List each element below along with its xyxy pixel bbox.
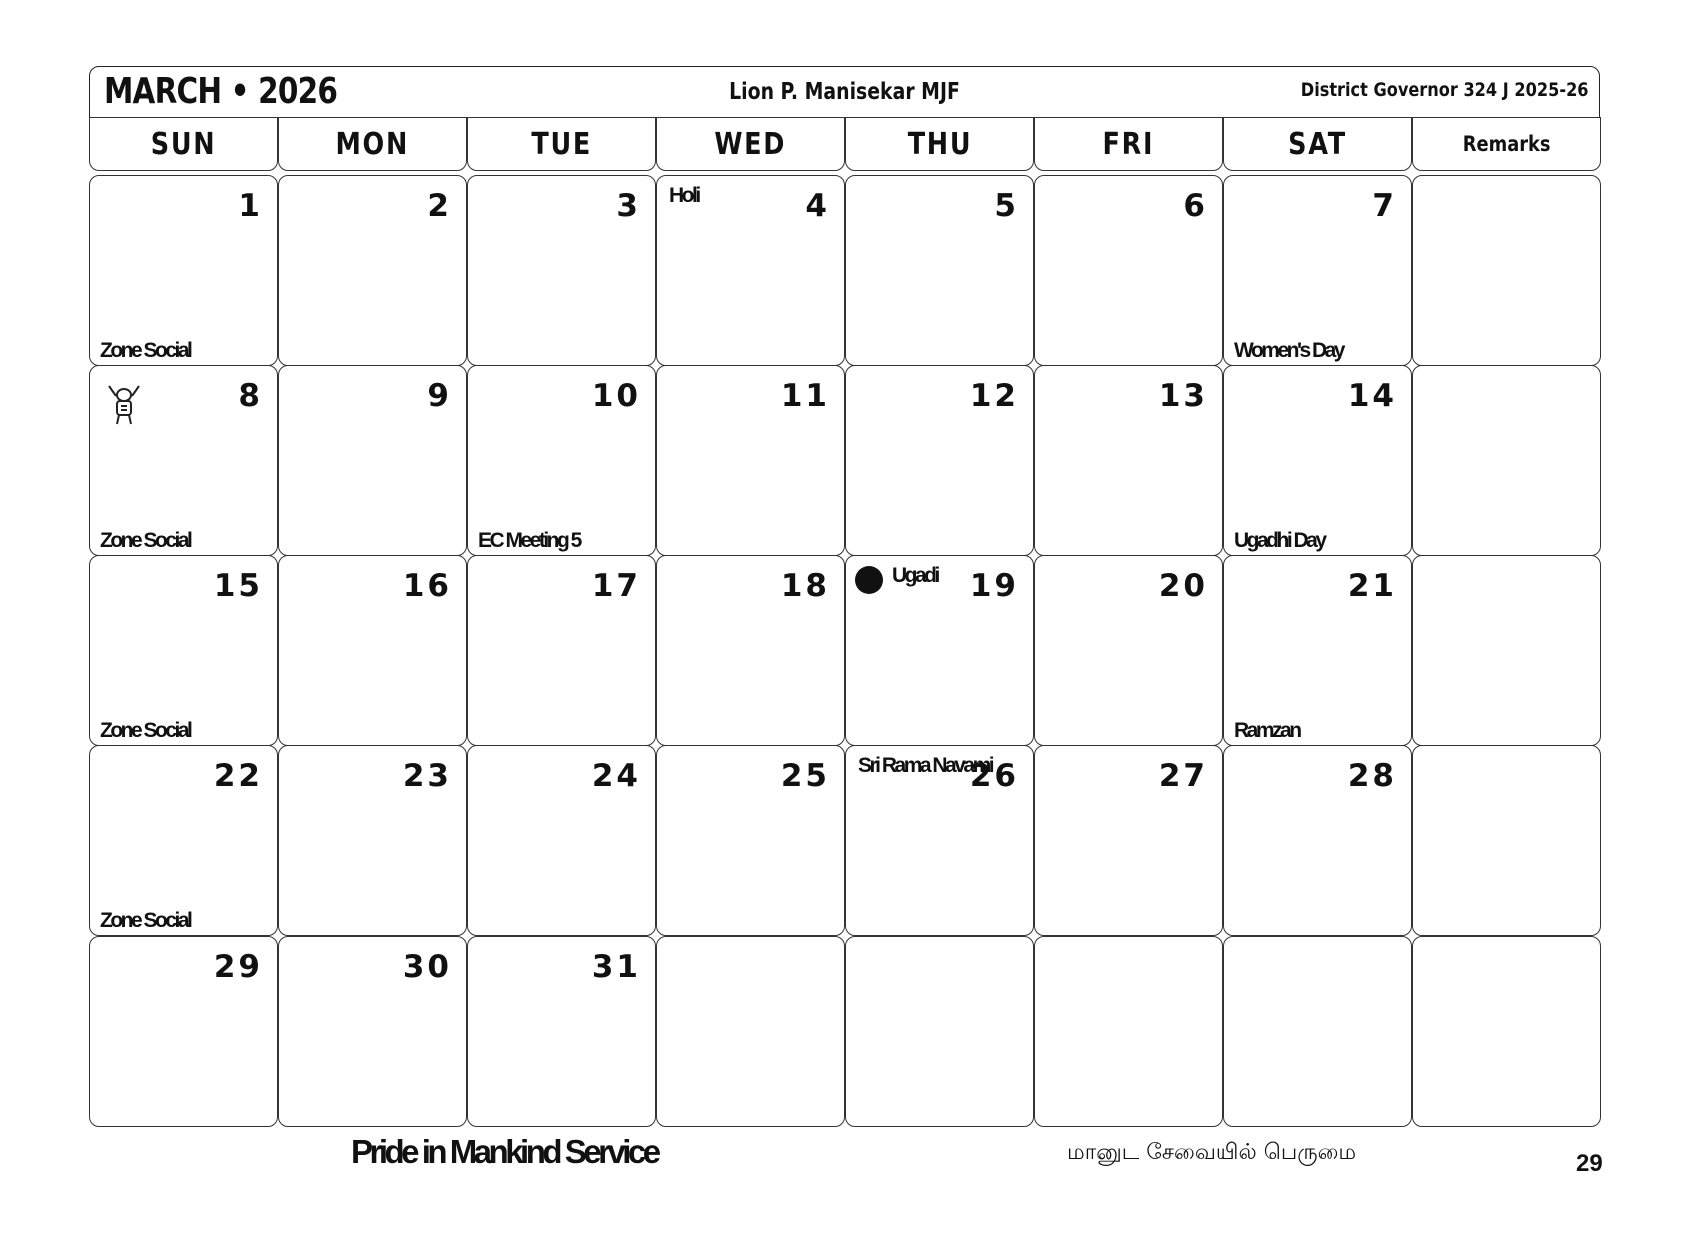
date-number: 15 — [213, 568, 263, 604]
remarks-cell — [1412, 175, 1601, 366]
event-label: Zone Social — [100, 909, 191, 932]
date-number: 23 — [402, 758, 452, 794]
date-number: 22 — [213, 758, 263, 794]
date-number: 2 — [427, 188, 452, 224]
date-cell-18 — [656, 555, 845, 746]
empty-date-cell — [1034, 936, 1223, 1127]
date-cell-5 — [845, 175, 1034, 366]
date-number: 1 — [238, 188, 263, 224]
event-label: Zone Social — [100, 719, 191, 742]
date-number: 26 — [969, 758, 1019, 794]
date-cell-24 — [467, 745, 656, 936]
event-label: Zone Social — [100, 339, 191, 362]
date-number: 5 — [994, 188, 1019, 224]
event-label: Sri Rama Navami — [858, 754, 993, 777]
day-header-tue — [467, 117, 656, 171]
date-number: 6 — [1183, 188, 1208, 224]
date-cell-19 — [845, 555, 1034, 746]
date-cell-21 — [1223, 555, 1412, 746]
date-cell-17 — [467, 555, 656, 746]
calendar-header — [89, 66, 1600, 118]
date-cell-14 — [1223, 365, 1412, 556]
date-number: 12 — [969, 378, 1019, 414]
date-number: 3 — [616, 188, 641, 224]
date-number: 13 — [1158, 378, 1208, 414]
date-cell-31 — [467, 936, 656, 1127]
date-cell-1 — [89, 175, 278, 366]
date-cell-3 — [467, 175, 656, 366]
calendar-page — [89, 66, 1602, 1132]
remarks-cell — [1412, 745, 1601, 936]
date-number: 17 — [591, 568, 641, 604]
date-cell-23 — [278, 745, 467, 936]
date-cell-15 — [89, 555, 278, 746]
date-cell-26 — [845, 745, 1034, 936]
date-number: 18 — [780, 568, 830, 604]
event-label: Zone Social — [100, 529, 191, 552]
day-header-wed — [656, 117, 845, 171]
date-number: 7 — [1372, 188, 1397, 224]
empty-date-cell — [1223, 936, 1412, 1127]
day-header-sun — [89, 117, 278, 171]
date-cell-7 — [1223, 175, 1412, 366]
date-number: 21 — [1347, 568, 1397, 604]
day-header-thu — [845, 117, 1034, 171]
date-cell-9 — [278, 365, 467, 556]
day-header-label: SUN — [150, 126, 217, 162]
lion-emblem-icon — [106, 384, 142, 426]
date-number: 24 — [591, 758, 641, 794]
date-cell-30 — [278, 936, 467, 1127]
month-title: MARCH • 2026 — [104, 71, 338, 112]
date-cell-29 — [89, 936, 278, 1127]
day-header-fri — [1034, 117, 1223, 171]
date-cell-8 — [89, 365, 278, 556]
date-cell-10 — [467, 365, 656, 556]
date-number: 9 — [427, 378, 452, 414]
event-label: Ugadhi Day — [1234, 529, 1325, 552]
date-number: 8 — [238, 378, 263, 414]
footer-motto-english: Pride in Mankind Service — [351, 1133, 658, 1170]
date-cell-6 — [1034, 175, 1223, 366]
owner-name: Lion P. Manisekar MJF — [729, 79, 960, 105]
date-cell-2 — [278, 175, 467, 366]
event-label: Ramzan — [1234, 719, 1300, 742]
day-header-label: WED — [714, 126, 787, 162]
date-cell-11 — [656, 365, 845, 556]
date-number: 29 — [213, 949, 263, 985]
date-cell-22 — [89, 745, 278, 936]
date-number: 11 — [780, 378, 830, 414]
date-number: 14 — [1347, 378, 1397, 414]
event-label: Holi — [669, 184, 699, 207]
day-header-label: MON — [335, 126, 410, 162]
date-number: 25 — [780, 758, 830, 794]
date-number: 28 — [1347, 758, 1397, 794]
date-cell-16 — [278, 555, 467, 746]
page-number: 29 — [1576, 1150, 1603, 1177]
date-cell-4 — [656, 175, 845, 366]
day-header-label: TUE — [531, 126, 592, 162]
date-cell-12 — [845, 365, 1034, 556]
day-header-label: THU — [907, 126, 972, 162]
date-cell-27 — [1034, 745, 1223, 936]
day-header-mon — [278, 117, 467, 171]
date-number: 4 — [805, 188, 830, 224]
remarks-cell — [1412, 555, 1601, 746]
remarks-cell — [1412, 936, 1601, 1127]
date-cell-28 — [1223, 745, 1412, 936]
date-number: 20 — [1158, 568, 1208, 604]
date-cell-25 — [656, 745, 845, 936]
date-number: 27 — [1158, 758, 1208, 794]
district-title: District Governor 324 J 2025-26 — [1301, 79, 1589, 101]
event-label: EC Meeting 5 — [478, 529, 580, 552]
day-header-sat — [1223, 117, 1412, 171]
day-header-label: FRI — [1102, 126, 1155, 162]
empty-date-cell — [845, 936, 1034, 1127]
new-moon-icon — [855, 566, 883, 594]
date-number: 16 — [402, 568, 452, 604]
event-label: Ugadi — [892, 564, 938, 587]
date-number: 30 — [402, 949, 452, 985]
date-cell-13 — [1034, 365, 1223, 556]
date-number: 31 — [591, 949, 641, 985]
date-cell-20 — [1034, 555, 1223, 746]
day-header-label: Remarks — [1462, 132, 1551, 156]
event-label: Women's Day — [1234, 339, 1343, 362]
remarks-cell — [1412, 365, 1601, 556]
day-header-label: SAT — [1288, 126, 1347, 162]
date-number: 19 — [969, 568, 1019, 604]
day-header-remarks — [1412, 117, 1601, 171]
empty-date-cell — [656, 936, 845, 1127]
footer-motto-tamil: மானுட சேவையில் பெருமை — [1067, 1140, 1357, 1165]
date-number: 10 — [591, 378, 641, 414]
